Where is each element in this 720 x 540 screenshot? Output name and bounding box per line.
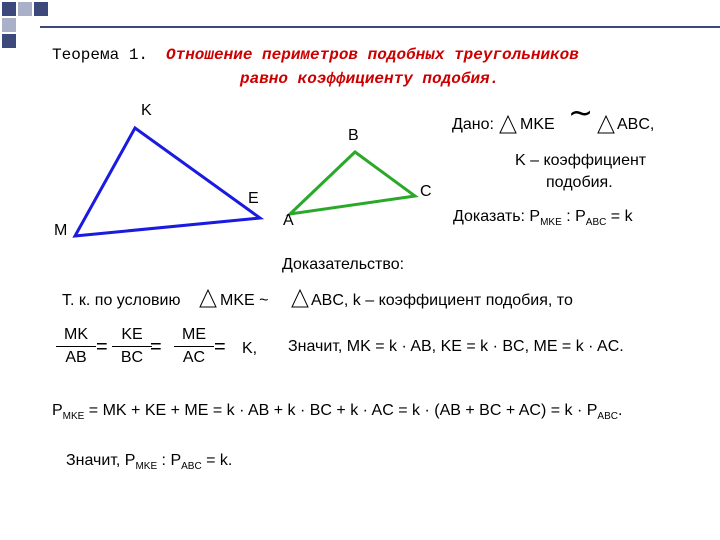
given-tri2: ABC,	[617, 116, 655, 133]
vertex-label-c: C	[420, 183, 432, 200]
triangle-symbol-proof-2	[292, 290, 308, 307]
prove-sub2: ABC	[585, 217, 607, 228]
perimeter-p1: P	[52, 402, 63, 419]
given-tri1: MKE	[520, 116, 555, 133]
conclusion-p1: Значит, P	[66, 452, 136, 469]
fraction-tail: K,	[242, 340, 258, 357]
fraction-denominator: AB	[65, 349, 87, 366]
vertex-label-e: E	[248, 190, 259, 207]
vertex-label-a: A	[283, 212, 294, 229]
proof-title: Доказательство:	[282, 256, 405, 273]
proof-line1-tri2: ABC, k – коэффициент подобия, то	[311, 292, 573, 309]
conclusion-line	[66, 452, 232, 470]
given-coef-line1: K – коэффициент	[515, 152, 647, 169]
fraction-ke-bc	[112, 326, 152, 367]
triangle-symbol-proof-1	[200, 290, 216, 307]
triangle-symbol-given-2	[598, 116, 614, 133]
prove-sub1: MKE	[540, 217, 562, 228]
theorem-line-2: равно коэффициенту подобия.	[240, 70, 500, 88]
vertex-label-b: B	[348, 127, 359, 144]
perimeter-mid: = MK + KE + ME = k · AB + k · BC + k · AC = k · (AB + BC + AC) = k · P	[84, 402, 598, 419]
fraction-mk-ab	[56, 326, 96, 367]
given-coef-line2: подобия.	[546, 174, 613, 191]
perimeter-line	[52, 402, 622, 420]
conclusion-end: = k.	[201, 452, 233, 469]
proof-line1-tri1: MKE ~	[220, 292, 269, 309]
equals-sign-1: =	[96, 336, 108, 358]
perimeter-sub2: ABC	[597, 411, 618, 422]
theorem-line-1: Отношение периметров подобных треугольников	[166, 46, 579, 64]
similar-sign: ~	[568, 96, 594, 131]
prove-suffix: = k	[606, 208, 633, 225]
given-prefix: Дано:	[452, 116, 494, 133]
conclusion-sub1: MKE	[135, 461, 158, 472]
triangle-mke	[75, 128, 260, 236]
conclusion-mid: : P	[157, 452, 182, 469]
perimeter-sub1: MKE	[62, 411, 85, 422]
fraction-denominator: AC	[182, 349, 206, 366]
theorem-label: Теорема 1.	[52, 46, 149, 64]
then-line: Значит, MK = k · AB, KE = k · BC, ME = k · AC.	[288, 338, 624, 355]
equals-sign-3: =	[214, 336, 226, 358]
fraction-numerator: MK	[64, 326, 88, 343]
vertex-label-m: M	[54, 222, 68, 239]
triangle-symbol-given-1	[500, 116, 516, 133]
fraction-me-ac	[174, 326, 214, 367]
prove-prefix: Доказать: P	[453, 208, 541, 225]
prove-mid: : P	[561, 208, 586, 225]
perimeter-end: .	[617, 402, 623, 419]
fraction-denominator: BC	[120, 349, 144, 366]
proof-line1-before: Т. к. по условию	[62, 292, 181, 309]
vertex-label-k: K	[141, 102, 152, 119]
prove-statement	[453, 208, 633, 226]
equals-sign-2: =	[150, 336, 162, 358]
conclusion-sub2: ABC	[181, 461, 202, 472]
fraction-numerator: KE	[121, 326, 143, 343]
fraction-numerator: ME	[182, 326, 206, 343]
triangle-abc	[290, 152, 415, 214]
